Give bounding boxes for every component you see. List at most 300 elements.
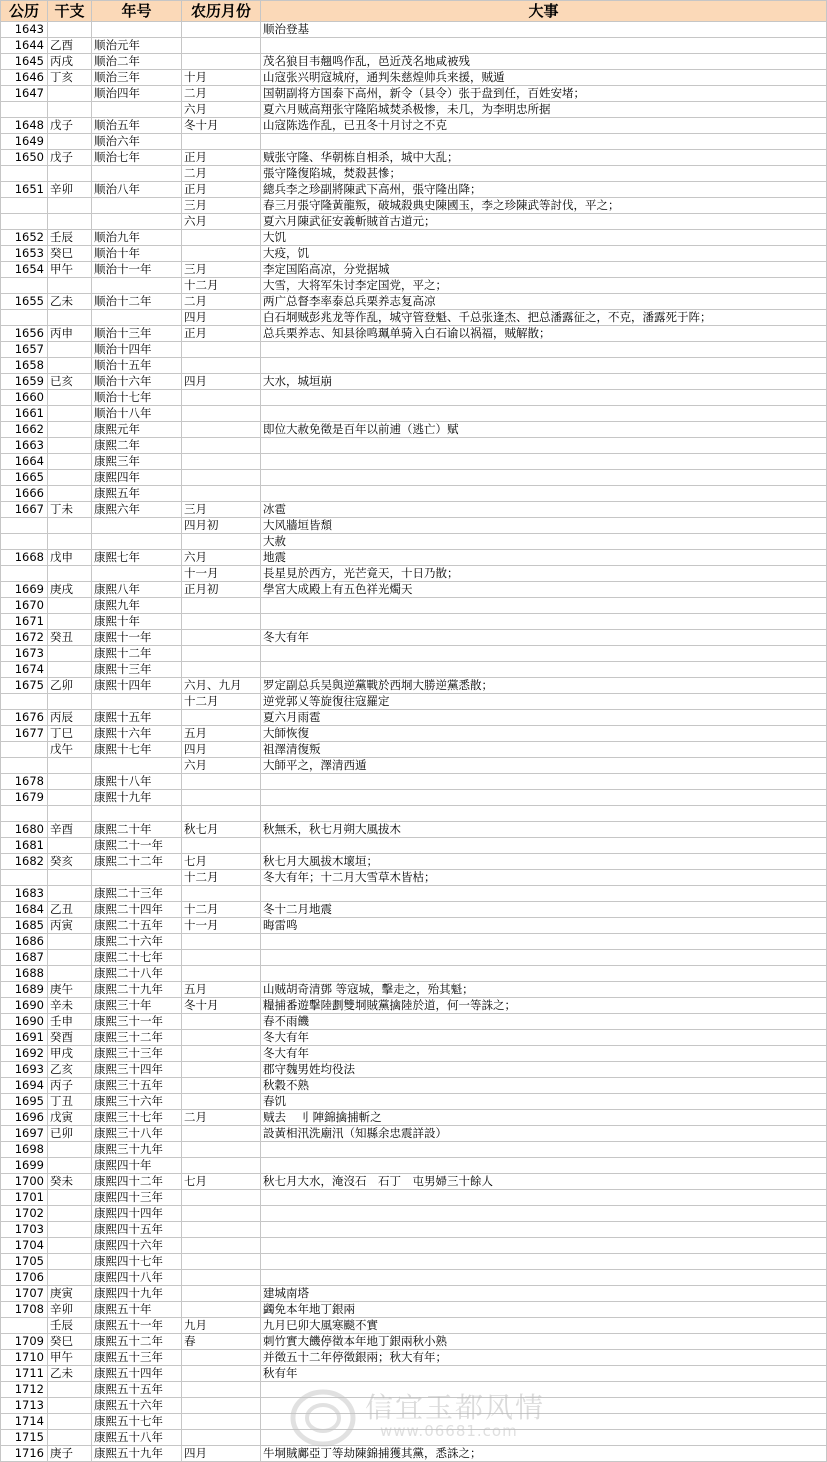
cell-reign: 康熙九年 — [92, 598, 182, 614]
cell-event — [261, 1414, 827, 1430]
cell-month: 四月 — [182, 374, 261, 390]
table-row — [1, 342, 827, 358]
cell-event: 春三月張守隆黃龍叛，破城殺典史陳國玉，李之珍陳武等討伐，平之； — [261, 198, 827, 214]
cell-event: 冬大有年 — [261, 630, 827, 646]
cell-year: 1656 — [1, 326, 48, 342]
cell-year — [1, 310, 48, 326]
table-row — [1, 1350, 827, 1366]
table-row — [1, 470, 827, 486]
cell-ganzhi — [48, 806, 92, 822]
cell-event: 建城南塔 — [261, 1286, 827, 1302]
cell-reign — [92, 198, 182, 214]
cell-year: 1693 — [1, 1062, 48, 1078]
cell-month: 四月 — [182, 1446, 261, 1462]
cell-month — [182, 38, 261, 54]
cell-ganzhi: 壬辰 — [48, 230, 92, 246]
cell-month — [182, 230, 261, 246]
cell-reign — [92, 534, 182, 550]
cell-event — [261, 950, 827, 966]
cell-month — [182, 1142, 261, 1158]
cell-year — [1, 806, 48, 822]
cell-month: 六月 — [182, 214, 261, 230]
table-row — [1, 726, 827, 742]
cell-ganzhi: 庚戌 — [48, 582, 92, 598]
cell-year: 1695 — [1, 1094, 48, 1110]
cell-month — [182, 1286, 261, 1302]
cell-event — [261, 646, 827, 662]
cell-event — [261, 1430, 827, 1446]
cell-event — [261, 838, 827, 854]
cell-month — [182, 1078, 261, 1094]
table-row — [1, 566, 827, 582]
table-row — [1, 1046, 827, 1062]
cell-reign: 康熙六年 — [92, 502, 182, 518]
cell-year: 1660 — [1, 390, 48, 406]
cell-reign: 顺治四年 — [92, 86, 182, 102]
cell-year: 1689 — [1, 982, 48, 998]
cell-month: 六月 — [182, 758, 261, 774]
table-row — [1, 1110, 827, 1126]
cell-year: 1709 — [1, 1334, 48, 1350]
table-row — [1, 1030, 827, 1046]
cell-event: 冰雹 — [261, 502, 827, 518]
table-row — [1, 1078, 827, 1094]
table-row — [1, 742, 827, 758]
table-row — [1, 1014, 827, 1030]
table-row — [1, 262, 827, 278]
cell-event — [261, 438, 827, 454]
cell-year: 1649 — [1, 134, 48, 150]
cell-reign: 康熙十一年 — [92, 630, 182, 646]
cell-reign — [92, 166, 182, 182]
cell-year — [1, 742, 48, 758]
cell-ganzhi — [48, 598, 92, 614]
table-row — [1, 998, 827, 1014]
cell-reign: 康熙五十二年 — [92, 1334, 182, 1350]
cell-event: 冬大有年 — [261, 1030, 827, 1046]
cell-month — [182, 358, 261, 374]
cell-month — [182, 838, 261, 854]
cell-year: 1680 — [1, 822, 48, 838]
cell-year: 1698 — [1, 1142, 48, 1158]
table-row — [1, 1366, 827, 1382]
cell-month — [182, 1062, 261, 1078]
cell-event — [261, 38, 827, 54]
cell-year: 1694 — [1, 1078, 48, 1094]
cell-reign: 康熙五十一年 — [92, 1318, 182, 1334]
cell-year — [1, 198, 48, 214]
table-row — [1, 502, 827, 518]
cell-event: 夏六月雨雹 — [261, 710, 827, 726]
table-row — [1, 1206, 827, 1222]
table-row — [1, 678, 827, 694]
table-row — [1, 694, 827, 710]
cell-year: 1690 — [1, 1014, 48, 1030]
cell-ganzhi — [48, 870, 92, 886]
cell-ganzhi: 壬申 — [48, 1014, 92, 1030]
cell-ganzhi: 戊寅 — [48, 1110, 92, 1126]
cell-reign — [92, 214, 182, 230]
table-row — [1, 1318, 827, 1334]
header-reign: 年号 — [92, 1, 182, 22]
table-row — [1, 86, 827, 102]
cell-month — [182, 1126, 261, 1142]
cell-event: 白石垌贼彭兆龙等作乱，城守管登魁、千总张逢杰、把总潘露征之，不克，潘露死于阵； — [261, 310, 827, 326]
table-row — [1, 1238, 827, 1254]
cell-month: 十一月 — [182, 566, 261, 582]
cell-reign: 顺治十三年 — [92, 326, 182, 342]
cell-ganzhi — [48, 774, 92, 790]
cell-reign: 康熙三十一年 — [92, 1014, 182, 1030]
cell-event: 刺竹實大饑停徵本年地丁銀兩秋小熟 — [261, 1334, 827, 1350]
cell-ganzhi: 辛未 — [48, 998, 92, 1014]
table-row — [1, 278, 827, 294]
cell-event: 并徵五十二年停徵銀兩；秋大有年； — [261, 1350, 827, 1366]
cell-reign: 顺治十一年 — [92, 262, 182, 278]
cell-event: 長星見於西方，光芒竟天，十日乃散； — [261, 566, 827, 582]
cell-reign: 顺治二年 — [92, 54, 182, 70]
cell-reign: 康熙三十年 — [92, 998, 182, 1014]
cell-ganzhi: 丁未 — [48, 502, 92, 518]
cell-year: 1650 — [1, 150, 48, 166]
table-row — [1, 374, 827, 390]
cell-year: 1673 — [1, 646, 48, 662]
table-row — [1, 166, 827, 182]
header-year: 公历 — [1, 1, 48, 22]
cell-month: 十月 — [182, 70, 261, 86]
cell-reign — [92, 518, 182, 534]
cell-reign: 顺治七年 — [92, 150, 182, 166]
cell-event: 春饥 — [261, 1094, 827, 1110]
cell-month: 三月 — [182, 502, 261, 518]
cell-ganzhi: 乙卯 — [48, 678, 92, 694]
cell-reign: 康熙二十六年 — [92, 934, 182, 950]
table-row — [1, 806, 827, 822]
cell-ganzhi: 乙未 — [48, 294, 92, 310]
cell-ganzhi: 辛卯 — [48, 1302, 92, 1318]
cell-ganzhi: 丁亥 — [48, 70, 92, 86]
cell-month: 春 — [182, 1334, 261, 1350]
cell-event — [261, 1238, 827, 1254]
cell-ganzhi: 丙申 — [48, 326, 92, 342]
cell-year: 1701 — [1, 1190, 48, 1206]
cell-month: 四月 — [182, 310, 261, 326]
cell-event: 秋七月大風拔木壞垣； — [261, 854, 827, 870]
cell-ganzhi — [48, 662, 92, 678]
cell-event: 冬大有年；十二月大雪草木皆枯； — [261, 870, 827, 886]
cell-reign: 康熙三十二年 — [92, 1030, 182, 1046]
cell-reign: 康熙二十八年 — [92, 966, 182, 982]
cell-ganzhi — [48, 486, 92, 502]
watermark-title: 信宜玉都风情 — [365, 1391, 546, 1424]
table-row — [1, 790, 827, 806]
table-row — [1, 54, 827, 70]
cell-year: 1667 — [1, 502, 48, 518]
cell-reign: 康熙二十九年 — [92, 982, 182, 998]
cell-reign: 顺治十七年 — [92, 390, 182, 406]
table-row — [1, 1190, 827, 1206]
cell-month: 六月 — [182, 550, 261, 566]
cell-month: 九月 — [182, 1318, 261, 1334]
cell-reign: 康熙五十四年 — [92, 1366, 182, 1382]
cell-reign: 顺治十五年 — [92, 358, 182, 374]
cell-reign: 康熙四十七年 — [92, 1254, 182, 1270]
cell-ganzhi: 乙未 — [48, 1366, 92, 1382]
cell-ganzhi: 庚午 — [48, 982, 92, 998]
cell-year: 1663 — [1, 438, 48, 454]
cell-reign: 康熙十六年 — [92, 726, 182, 742]
cell-reign: 顺治十六年 — [92, 374, 182, 390]
cell-year: 1655 — [1, 294, 48, 310]
cell-reign: 康熙二年 — [92, 438, 182, 454]
cell-month — [182, 614, 261, 630]
cell-event — [261, 470, 827, 486]
cell-year — [1, 1318, 48, 1334]
table-row — [1, 662, 827, 678]
cell-year: 1681 — [1, 838, 48, 854]
table-row — [1, 406, 827, 422]
cell-ganzhi — [48, 22, 92, 38]
cell-year: 1711 — [1, 1366, 48, 1382]
cell-month — [182, 342, 261, 358]
cell-reign — [92, 566, 182, 582]
cell-ganzhi: 戊午 — [48, 742, 92, 758]
cell-month — [182, 774, 261, 790]
cell-reign: 康熙十八年 — [92, 774, 182, 790]
cell-event: 晦雷鸣 — [261, 918, 827, 934]
cell-event: 祖澤清復叛 — [261, 742, 827, 758]
cell-reign: 康熙三十四年 — [92, 1062, 182, 1078]
cell-month: 五月 — [182, 726, 261, 742]
cell-month: 秋七月 — [182, 822, 261, 838]
cell-ganzhi — [48, 1414, 92, 1430]
cell-event — [261, 886, 827, 902]
cell-ganzhi: 甲午 — [48, 1350, 92, 1366]
cell-reign: 康熙三十九年 — [92, 1142, 182, 1158]
header-month: 农历月份 — [182, 1, 261, 22]
cell-ganzhi: 癸巳 — [48, 246, 92, 262]
cell-month — [182, 486, 261, 502]
cell-event: 大雪，大将军朱讨李定国党，平之； — [261, 278, 827, 294]
cell-ganzhi — [48, 1254, 92, 1270]
cell-event — [261, 1158, 827, 1174]
cell-ganzhi — [48, 310, 92, 326]
cell-event: 糧捕番遊擊陸劃雙垌賊黨擒陸於道，何一等誅之； — [261, 998, 827, 1014]
cell-reign: 康熙四年 — [92, 470, 182, 486]
cell-year: 1669 — [1, 582, 48, 598]
cell-event: 大赦 — [261, 534, 827, 550]
table-row — [1, 70, 827, 86]
cell-ganzhi: 已卯 — [48, 1126, 92, 1142]
cell-event — [261, 486, 827, 502]
cell-ganzhi — [48, 790, 92, 806]
cell-reign: 康熙四十五年 — [92, 1222, 182, 1238]
cell-month — [182, 1270, 261, 1286]
cell-year: 1672 — [1, 630, 48, 646]
table-row — [1, 1286, 827, 1302]
cell-event — [261, 390, 827, 406]
table-row — [1, 1174, 827, 1190]
cell-reign: 康熙二十七年 — [92, 950, 182, 966]
cell-event: 郡守魏男姓均役法 — [261, 1062, 827, 1078]
cell-month — [182, 790, 261, 806]
cell-reign: 康熙二十年 — [92, 822, 182, 838]
watermark-url: www.06681.com — [380, 1422, 518, 1440]
table-row — [1, 598, 827, 614]
header-row — [1, 1, 827, 22]
cell-month — [182, 646, 261, 662]
cell-reign — [92, 22, 182, 38]
cell-event — [261, 1222, 827, 1238]
table-row — [1, 918, 827, 934]
cell-event: 秋無禾，秋七月朔大風拔木 — [261, 822, 827, 838]
cell-month — [182, 1382, 261, 1398]
cell-event: 两广总督李率泰总兵栗养志复高凉 — [261, 294, 827, 310]
cell-year: 1716 — [1, 1446, 48, 1462]
table-row — [1, 854, 827, 870]
cell-year: 1691 — [1, 1030, 48, 1046]
cell-event: 秋七月大水，淹沒石 石丁 屯男婦三十餘人 — [261, 1174, 827, 1190]
cell-event — [261, 1190, 827, 1206]
cell-ganzhi — [48, 86, 92, 102]
cell-reign: 康熙二十五年 — [92, 918, 182, 934]
table-row — [1, 422, 827, 438]
table-row — [1, 310, 827, 326]
table-row — [1, 822, 827, 838]
cell-reign: 康熙三十三年 — [92, 1046, 182, 1062]
cell-year: 1704 — [1, 1238, 48, 1254]
cell-reign: 康熙二十一年 — [92, 838, 182, 854]
table-row — [1, 982, 827, 998]
table-row — [1, 838, 827, 854]
cell-ganzhi — [48, 422, 92, 438]
cell-reign: 康熙四十三年 — [92, 1190, 182, 1206]
cell-month — [182, 710, 261, 726]
cell-month — [182, 470, 261, 486]
cell-event: 蠲免本年地丁銀兩 — [261, 1302, 827, 1318]
cell-reign — [92, 758, 182, 774]
table-row — [1, 390, 827, 406]
cell-event: 大水，城垣崩 — [261, 374, 827, 390]
cell-event: 山寇陈选作乱，已丑冬十月讨之不克 — [261, 118, 827, 134]
table-row — [1, 438, 827, 454]
cell-year: 1685 — [1, 918, 48, 934]
cell-year: 1644 — [1, 38, 48, 54]
cell-event — [261, 662, 827, 678]
cell-month — [182, 1302, 261, 1318]
cell-reign — [92, 694, 182, 710]
cell-year — [1, 758, 48, 774]
cell-month — [182, 438, 261, 454]
cell-ganzhi: 癸酉 — [48, 1030, 92, 1046]
table-row — [1, 454, 827, 470]
cell-reign: 康熙四十四年 — [92, 1206, 182, 1222]
cell-ganzhi: 戊子 — [48, 150, 92, 166]
cell-reign: 康熙十年 — [92, 614, 182, 630]
cell-year: 1712 — [1, 1382, 48, 1398]
cell-ganzhi — [48, 1270, 92, 1286]
cell-month: 正月 — [182, 326, 261, 342]
table-row — [1, 758, 827, 774]
cell-event: 夏六月贼高翔张守隆陷城焚杀极惨，未几，为李明忠所据 — [261, 102, 827, 118]
cell-month: 二月 — [182, 1110, 261, 1126]
cell-ganzhi: 甲戌 — [48, 1046, 92, 1062]
cell-reign: 康熙四十二年 — [92, 1174, 182, 1190]
table-row — [1, 358, 827, 374]
cell-month — [182, 390, 261, 406]
cell-reign: 顺治六年 — [92, 134, 182, 150]
cell-year: 1679 — [1, 790, 48, 806]
table-body — [1, 22, 827, 1462]
cell-event — [261, 1382, 827, 1398]
cell-reign: 康熙五十六年 — [92, 1398, 182, 1414]
cell-reign: 康熙二十四年 — [92, 902, 182, 918]
cell-year — [1, 694, 48, 710]
cell-year: 1658 — [1, 358, 48, 374]
cell-year — [1, 214, 48, 230]
cell-reign: 顺治三年 — [92, 70, 182, 86]
cell-reign: 康熙三十五年 — [92, 1078, 182, 1094]
cell-ganzhi — [48, 438, 92, 454]
cell-year — [1, 534, 48, 550]
table-row — [1, 950, 827, 966]
cell-ganzhi: 壬辰 — [48, 1318, 92, 1334]
cell-year: 1665 — [1, 470, 48, 486]
cell-ganzhi — [48, 1222, 92, 1238]
cell-ganzhi — [48, 518, 92, 534]
cell-ganzhi — [48, 358, 92, 374]
cell-year: 1706 — [1, 1270, 48, 1286]
cell-event — [261, 1142, 827, 1158]
cell-ganzhi: 癸丑 — [48, 630, 92, 646]
cell-year — [1, 518, 48, 534]
cell-ganzhi: 乙酉 — [48, 38, 92, 54]
cell-year: 1671 — [1, 614, 48, 630]
cell-month — [182, 246, 261, 262]
cell-month: 四月初 — [182, 518, 261, 534]
cell-month — [182, 134, 261, 150]
cell-event: 大风牆垣皆頹 — [261, 518, 827, 534]
cell-ganzhi — [48, 566, 92, 582]
cell-event: 大疫，饥 — [261, 246, 827, 262]
cell-month — [182, 966, 261, 982]
cell-year — [1, 278, 48, 294]
cell-year: 1657 — [1, 342, 48, 358]
cell-month — [182, 1254, 261, 1270]
cell-month — [182, 1398, 261, 1414]
cell-year: 1690 — [1, 998, 48, 1014]
cell-reign: 康熙四十六年 — [92, 1238, 182, 1254]
cell-reign: 康熙五十五年 — [92, 1382, 182, 1398]
cell-ganzhi — [48, 646, 92, 662]
cell-month — [182, 630, 261, 646]
cell-ganzhi — [48, 1238, 92, 1254]
cell-reign: 康熙五年 — [92, 486, 182, 502]
cell-year: 1683 — [1, 886, 48, 902]
cell-month: 正月初 — [182, 582, 261, 598]
cell-year: 1713 — [1, 1398, 48, 1414]
cell-year: 1677 — [1, 726, 48, 742]
cell-year — [1, 870, 48, 886]
cell-year: 1714 — [1, 1414, 48, 1430]
cell-year: 1703 — [1, 1222, 48, 1238]
cell-event: 总兵栗养志、知县徐鸣珮单骑入白石谕以祸福，贼解散； — [261, 326, 827, 342]
cell-event — [261, 1270, 827, 1286]
cell-month — [182, 422, 261, 438]
cell-reign: 康熙五十三年 — [92, 1350, 182, 1366]
cell-ganzhi — [48, 1158, 92, 1174]
cell-event — [261, 934, 827, 950]
